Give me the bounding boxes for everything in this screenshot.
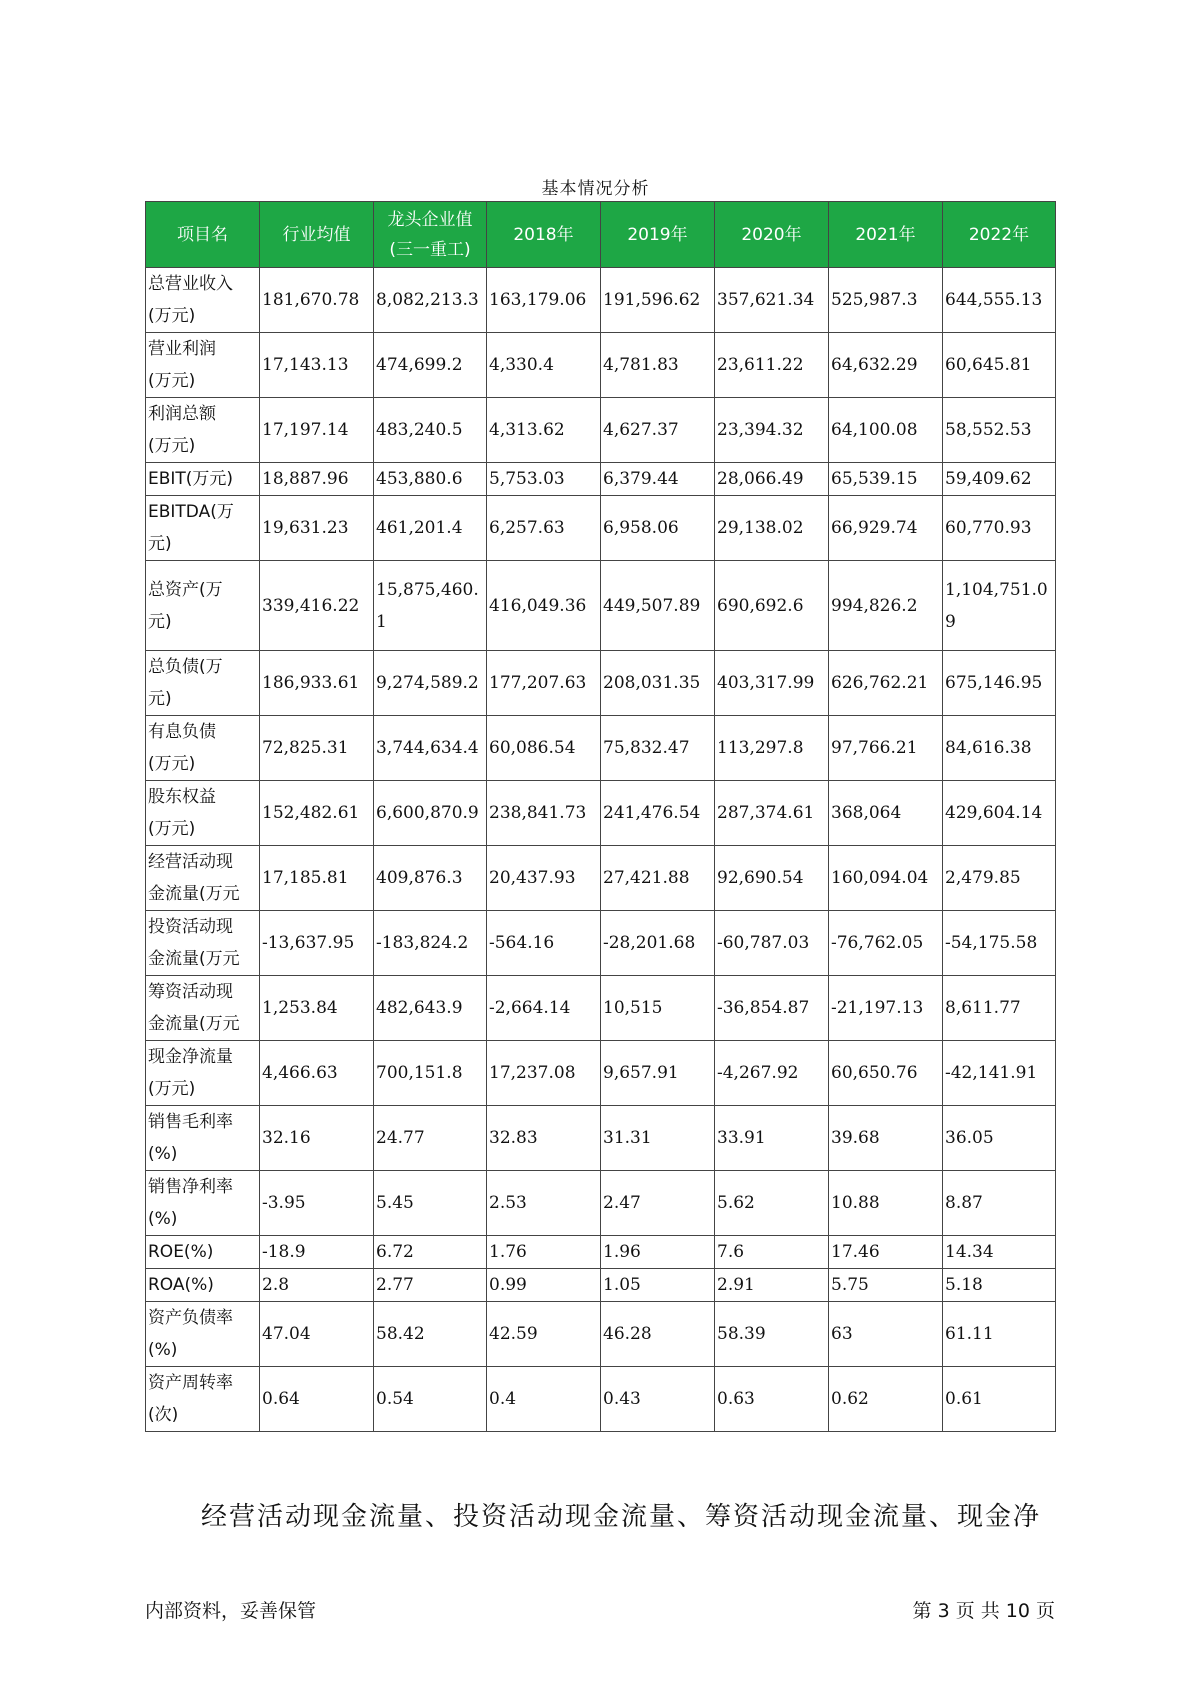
row-label: 利润总额 (万元) — [146, 398, 260, 463]
table-cell: 453,880.6 — [374, 463, 487, 496]
header-cell-item: 项目名 — [146, 202, 260, 268]
table-cell: 10.88 — [829, 1171, 943, 1236]
table-cell: 23,611.22 — [715, 333, 829, 398]
table-row — [146, 1106, 1056, 1171]
table-cell: 429,604.14 — [943, 781, 1056, 846]
row-label: ROA(%) — [146, 1269, 260, 1302]
table-row — [146, 976, 1056, 1041]
table-cell: 5,753.03 — [487, 463, 601, 496]
table-cell: 403,317.99 — [715, 651, 829, 716]
row-label: 投资活动现 金流量(万元 — [146, 911, 260, 976]
table-cell: 994,826.2 — [829, 561, 943, 651]
table-cell: 368,064 — [829, 781, 943, 846]
table-cell: 6,600,870.9 — [374, 781, 487, 846]
table-cell: 675,146.95 — [943, 651, 1056, 716]
table-cell: 8,611.77 — [943, 976, 1056, 1041]
header-cell-2018: 2018年 — [487, 202, 601, 268]
row-label: EBIT(万元) — [146, 463, 260, 496]
row-label: 销售毛利率 (%) — [146, 1106, 260, 1171]
table-cell: 163,179.06 — [487, 268, 601, 333]
header-row — [146, 202, 1056, 268]
table-cell: 59,409.62 — [943, 463, 1056, 496]
row-label: 总营业收入 (万元) — [146, 268, 260, 333]
table-cell: 7.6 — [715, 1236, 829, 1269]
table-cell: 5.62 — [715, 1171, 829, 1236]
table-cell: 238,841.73 — [487, 781, 601, 846]
table-cell: -42,141.91 — [943, 1041, 1056, 1106]
table-caption: 基本情况分析 — [541, 179, 650, 199]
table-cell: 60,086.54 — [487, 716, 601, 781]
table-cell: 4,627.37 — [601, 398, 715, 463]
table-cell: 75,832.47 — [601, 716, 715, 781]
table-cell: 181,670.78 — [260, 268, 374, 333]
table-cell: 65,539.15 — [829, 463, 943, 496]
table-cell: 33.91 — [715, 1106, 829, 1171]
row-label: 总负债(万 元) — [146, 651, 260, 716]
table-cell: 416,049.36 — [487, 561, 601, 651]
table-cell: 23,394.32 — [715, 398, 829, 463]
body-paragraph: 经营活动现金流量、投资活动现金流量、筹资活动现金流量、现金净 — [201, 1502, 1042, 1532]
header-cell-2020: 2020年 — [715, 202, 829, 268]
table-cell: -183,824.2 — [374, 911, 487, 976]
table-row — [146, 561, 1056, 651]
table-cell: 60,650.76 — [829, 1041, 943, 1106]
table-cell: -18.9 — [260, 1236, 374, 1269]
table-row — [146, 651, 1056, 716]
row-label: EBITDA(万 元) — [146, 496, 260, 561]
table-cell: 3,744,634.4 — [374, 716, 487, 781]
table-cell: 113,297.8 — [715, 716, 829, 781]
table-row — [146, 1041, 1056, 1106]
table-cell: 39.68 — [829, 1106, 943, 1171]
table-cell: 644,555.13 — [943, 268, 1056, 333]
table-cell: 525,987.3 — [829, 268, 943, 333]
table-row — [146, 1269, 1056, 1302]
table-cell: 17,185.81 — [260, 846, 374, 911]
table-cell: 0.54 — [374, 1367, 487, 1432]
table-cell: 64,100.08 — [829, 398, 943, 463]
table-cell: 152,482.61 — [260, 781, 374, 846]
table-cell: 1.76 — [487, 1236, 601, 1269]
table-cell: 626,762.21 — [829, 651, 943, 716]
table-cell: 61.11 — [943, 1302, 1056, 1367]
table-cell: 60,645.81 — [943, 333, 1056, 398]
table-cell: 28,066.49 — [715, 463, 829, 496]
table-cell: 474,699.2 — [374, 333, 487, 398]
table-cell: -28,201.68 — [601, 911, 715, 976]
table-cell: 4,466.63 — [260, 1041, 374, 1106]
basic-analysis-table — [145, 201, 1056, 1432]
table-cell: 6,257.63 — [487, 496, 601, 561]
header-cell-leader: 龙头企业值 (三一重工) — [374, 202, 487, 268]
table-cell: 24.77 — [374, 1106, 487, 1171]
table-cell: 690,692.6 — [715, 561, 829, 651]
table-row — [146, 1171, 1056, 1236]
table-row — [146, 496, 1056, 561]
table-cell: 17,197.14 — [260, 398, 374, 463]
table-row — [146, 1236, 1056, 1269]
table-cell: 208,031.35 — [601, 651, 715, 716]
table-cell: 0.63 — [715, 1367, 829, 1432]
table-cell: 1.05 — [601, 1269, 715, 1302]
table-cell: 461,201.4 — [374, 496, 487, 561]
header-cell-2021: 2021年 — [829, 202, 943, 268]
table-cell: 5.18 — [943, 1269, 1056, 1302]
table-cell: 700,151.8 — [374, 1041, 487, 1106]
row-label: 销售净利率 (%) — [146, 1171, 260, 1236]
table-cell: 449,507.89 — [601, 561, 715, 651]
table-cell: 18,887.96 — [260, 463, 374, 496]
table-cell: 32.83 — [487, 1106, 601, 1171]
table-cell: 36.05 — [943, 1106, 1056, 1171]
table-cell: 97,766.21 — [829, 716, 943, 781]
table-cell: 92,690.54 — [715, 846, 829, 911]
table-cell: 6,958.06 — [601, 496, 715, 561]
header-cell-2022: 2022年 — [943, 202, 1056, 268]
table-cell: 339,416.22 — [260, 561, 374, 651]
table-cell: 72,825.31 — [260, 716, 374, 781]
table-cell: 4,330.4 — [487, 333, 601, 398]
table-cell: 177,207.63 — [487, 651, 601, 716]
table-cell: 2,479.85 — [943, 846, 1056, 911]
row-label: 资产周转率 (次) — [146, 1367, 260, 1432]
table-cell: -564.16 — [487, 911, 601, 976]
table-cell: 1.96 — [601, 1236, 715, 1269]
table-cell: 0.99 — [487, 1269, 601, 1302]
table-cell: -60,787.03 — [715, 911, 829, 976]
table-cell: 2.53 — [487, 1171, 601, 1236]
table-cell: 47.04 — [260, 1302, 374, 1367]
table-cell: 64,632.29 — [829, 333, 943, 398]
table-cell: 46.28 — [601, 1302, 715, 1367]
table-cell: 6,379.44 — [601, 463, 715, 496]
table-cell: 10,515 — [601, 976, 715, 1041]
table-cell: 42.59 — [487, 1302, 601, 1367]
table-row — [146, 846, 1056, 911]
table-cell: 357,621.34 — [715, 268, 829, 333]
table-cell: 2.8 — [260, 1269, 374, 1302]
table-cell: 9,274,589.2 — [374, 651, 487, 716]
table-cell: 15,875,460. 1 — [374, 561, 487, 651]
table-row — [146, 463, 1056, 496]
table-cell: 60,770.93 — [943, 496, 1056, 561]
row-label: 经营活动现 金流量(万元 — [146, 846, 260, 911]
table-cell: -21,197.13 — [829, 976, 943, 1041]
table-cell: 14.34 — [943, 1236, 1056, 1269]
table-cell: 0.61 — [943, 1367, 1056, 1432]
row-label: 股东权益 (万元) — [146, 781, 260, 846]
table-cell: 1,104,751.0 9 — [943, 561, 1056, 651]
table-cell: 287,374.61 — [715, 781, 829, 846]
table-cell: -4,267.92 — [715, 1041, 829, 1106]
table-row — [146, 716, 1056, 781]
header-cell-2019: 2019年 — [601, 202, 715, 268]
header-cell-industry-avg: 行业均值 — [260, 202, 374, 268]
table-cell: 29,138.02 — [715, 496, 829, 561]
table-cell: -54,175.58 — [943, 911, 1056, 976]
table-row — [146, 1367, 1056, 1432]
table-cell: 19,631.23 — [260, 496, 374, 561]
table-cell: 1,253.84 — [260, 976, 374, 1041]
table-cell: -13,637.95 — [260, 911, 374, 976]
row-label: ROE(%) — [146, 1236, 260, 1269]
table-cell: 31.31 — [601, 1106, 715, 1171]
table-cell: 66,929.74 — [829, 496, 943, 561]
table-cell: 8.87 — [943, 1171, 1056, 1236]
table-cell: 9,657.91 — [601, 1041, 715, 1106]
table-cell: 32.16 — [260, 1106, 374, 1171]
table-cell: 2.77 — [374, 1269, 487, 1302]
table-cell: 6.72 — [374, 1236, 487, 1269]
table-cell: -2,664.14 — [487, 976, 601, 1041]
row-label: 筹资活动现 金流量(万元 — [146, 976, 260, 1041]
footer-confidential-note: 内部资料，妥善保管 — [145, 1600, 317, 1622]
table-cell: 17,237.08 — [487, 1041, 601, 1106]
table-cell: -3.95 — [260, 1171, 374, 1236]
table-cell: 0.4 — [487, 1367, 601, 1432]
row-label: 有息负债 (万元) — [146, 716, 260, 781]
table-cell: 0.64 — [260, 1367, 374, 1432]
table-row — [146, 333, 1056, 398]
table-cell: 482,643.9 — [374, 976, 487, 1041]
table-cell: 17.46 — [829, 1236, 943, 1269]
table-cell: 5.45 — [374, 1171, 487, 1236]
row-label: 现金净流量 (万元) — [146, 1041, 260, 1106]
table-cell: -76,762.05 — [829, 911, 943, 976]
table-cell: 241,476.54 — [601, 781, 715, 846]
table-cell: 5.75 — [829, 1269, 943, 1302]
table-cell: 191,596.62 — [601, 268, 715, 333]
table-cell: 27,421.88 — [601, 846, 715, 911]
table-row — [146, 268, 1056, 333]
table-cell: 63 — [829, 1302, 943, 1367]
table-cell: -36,854.87 — [715, 976, 829, 1041]
table-cell: 84,616.38 — [943, 716, 1056, 781]
table-cell: 58,552.53 — [943, 398, 1056, 463]
table-row — [146, 781, 1056, 846]
row-label: 总资产(万 元) — [146, 561, 260, 651]
table-cell: 20,437.93 — [487, 846, 601, 911]
table-cell: 4,313.62 — [487, 398, 601, 463]
table-cell: 2.91 — [715, 1269, 829, 1302]
row-label: 营业利润 (万元) — [146, 333, 260, 398]
table-cell: 17,143.13 — [260, 333, 374, 398]
table-cell: 58.42 — [374, 1302, 487, 1367]
table-row — [146, 911, 1056, 976]
table-cell: 160,094.04 — [829, 846, 943, 911]
row-label: 资产负债率 (%) — [146, 1302, 260, 1367]
table-cell: 0.62 — [829, 1367, 943, 1432]
table-cell: 0.43 — [601, 1367, 715, 1432]
footer-page-number: 第 3 页 共 10 页 — [912, 1600, 1055, 1622]
table-cell: 8,082,213.3 — [374, 268, 487, 333]
table-cell: 2.47 — [601, 1171, 715, 1236]
table-cell: 58.39 — [715, 1302, 829, 1367]
table-cell: 483,240.5 — [374, 398, 487, 463]
table-row — [146, 398, 1056, 463]
table-cell: 4,781.83 — [601, 333, 715, 398]
table-row — [146, 1302, 1056, 1367]
table-cell: 409,876.3 — [374, 846, 487, 911]
table-cell: 186,933.61 — [260, 651, 374, 716]
